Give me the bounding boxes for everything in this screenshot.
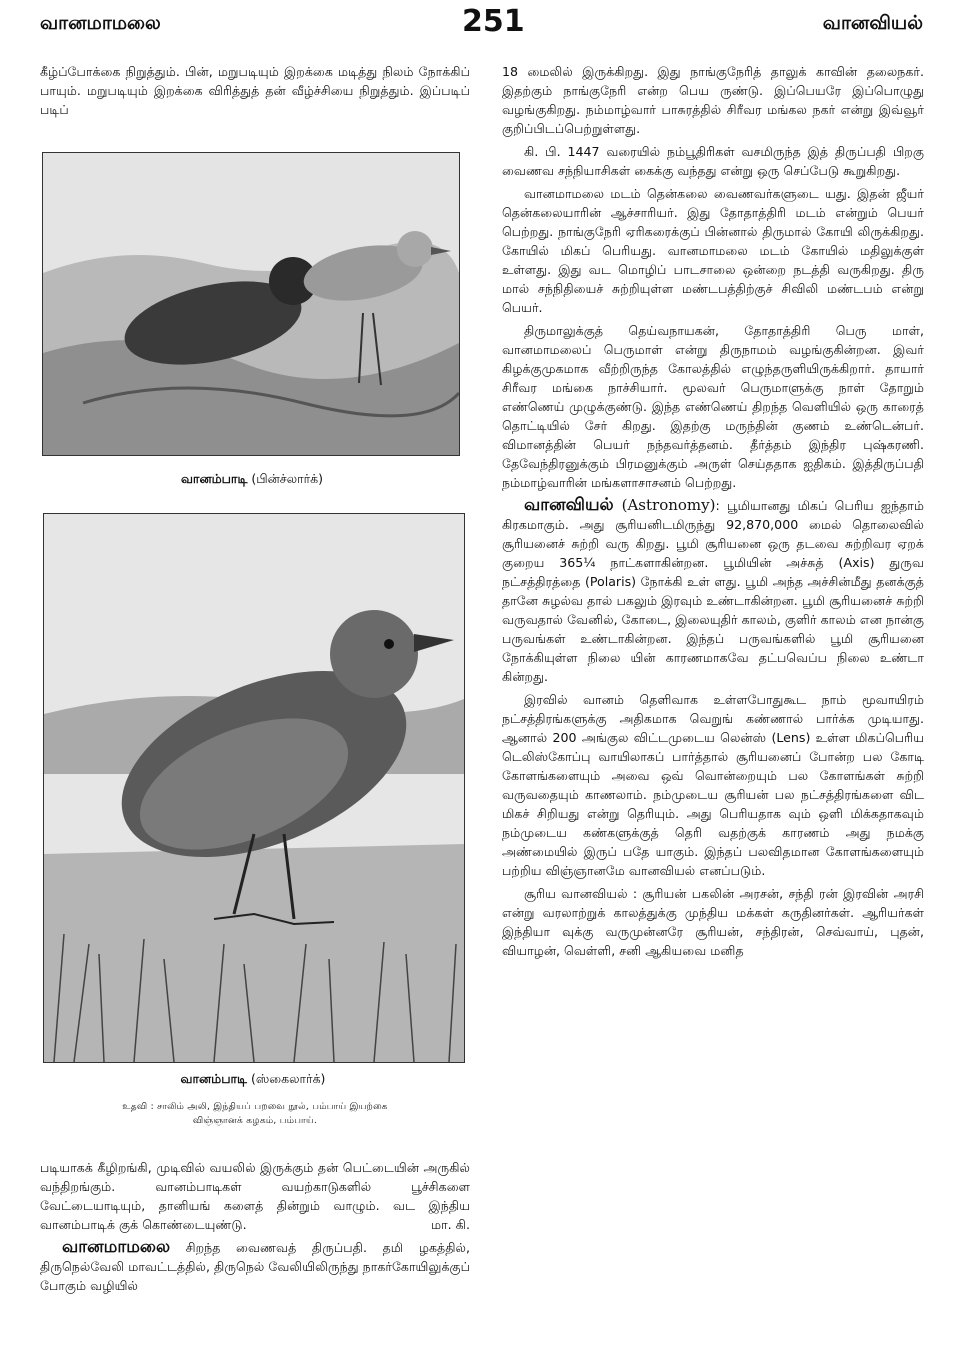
paragraph: சூரிய வானவியல் : சூரியன் பகலின் அரசன், சந்தி ரன் இரவின் அரசி என்று வரலாற்றுக் காலத்துக்கு முந்திய மக்கள் கருதினர்கள். ஆரியர்கள் இந்தியா வுக்கு வருமுன்னரே சூரியன், சந்திரன், செவ்வாய், புதன், வியாழன், வெள்ளி, சனி ஆகியவை மனித — [502, 886, 924, 958]
left-column-bottom — [40, 1158, 470, 1353]
credit-line-1: உதவி : சாலிம் அலி, இந்தியப் பறவை நூல், பம்பாய் இயற்கை — [122, 1102, 388, 1112]
paragraph: வானமாமலை மடம் தென்கலை வைணவர்களுடை யது. இதன் ஜீயர் தென்கலையாரின் ஆச்சாரியர். இது தோதாத்திரி மடம் என்றும் பெயர் பெற்றது. நாங்குநேரி ஏரிகரைக்குப் பின்னால் திருமால் கோயி லிருக்கிறது. கோயில் மிகப் பெரியது. வானமாமலை மடம் கோயில் மதிலுக்குள் உள்ளது. இது வட மொழிப் பாடசாலை ஒன்றை நடத்தி வருகிறது. திரு மால் சந்நிதியைச் சுற்றியுள்ள மண்டபத்திற்குச் சிவிலி மண்டபம் என்று பெயர். — [502, 186, 924, 315]
skylark-illustration — [43, 513, 465, 1063]
entry-vanamamalai — [40, 1238, 470, 1295]
paragraph: கீழ்ப்போக்கை நிறுத்தும். பின், மறுபடியும் இறக்கை மடித்து நிலம் நோக்கிப் பாயும். மறுபடியும் இறக்கை விரித்துத் தன் வீழ்ச்சியை நிறுத்தும். இப்படிப் படிப் — [40, 64, 470, 117]
entry-headword: வானவியல் — [524, 495, 614, 515]
entry-astronomy — [502, 496, 924, 686]
entry-latin-name: (Astronomy) — [613, 496, 716, 514]
right-column — [502, 62, 924, 1352]
paragraph-text: : பூமியானது மிகப் பெரிய ஐந்தாம் கிரகமாகும். அது சூரியனிடமிருந்து 92,870,000 மைல் தொலைவில் சூரியனைச் சுற்றி வரு கிறது. பூமி சூரியனை ஒரு தடவை சுற்றிவர ஏறக் குறைய 365¼ நாட்களாகின்றன. பூமியின் அச்சுத் (Axis) துருவ நட்சத்திரத்தை (Polaris) நோக்கி உள் ளது. பூமி அந்த அச்சின்மீது தனக்குத் தானே சுழல்வ தால் பகலும் இரவும் உண்டாகின்றன. பூமி சூரியனைச் சுற்றி வருவதால் வேனில், கோடை, இலையுதிர் காலம், குளிர் காலம் என நான்கு பருவங்கள் உண்டாகின்றன. இந்தப் பருவங்களில் பூமி சூரியனை நோக்கியுள்ள நிலை யின் காரணமாகவே தட்பவெப்ப நிலை உண்டா கின்றது. — [502, 498, 924, 684]
page-header — [0, 0, 961, 48]
running-head-right: வானவியல் — [822, 12, 923, 34]
paragraph-text: படியாகக் கீழிறங்கி, முடிவில் வயலில் இருக்கும் தன் பெட்டையின் அருகில் வந்திறங்கும். வானம்பாடிகள் வயற்காடுகளில் பூச்சிகளை வேட்டையாடியும், தானியங் களைத் தின்றும் வாழும். வட இந்திய வானம்பாடிக் குக் கொண்டையுண்டு. — [40, 1160, 470, 1232]
image-credit — [40, 1100, 470, 1128]
paragraph: 18 மைலில் இருக்கிறது. இது நாங்குநேரித் தாலுக் காவின் தலைநகர். இதற்கும் நாங்குநேரி என்ற பெய ருண்டு. இப்பெயரே இப்பொழுது வழங்குகிறது. நம்மாழ்வார் பாசுரத்தில் சிரீவர மங்கல நகர் என்று இவ்வூர் குறிப்பிடப்பெற்றுள்ளது. — [502, 64, 924, 136]
figure1-caption — [42, 471, 462, 488]
figure2-caption — [43, 1071, 463, 1088]
caption-variety: (பின்ச்லார்க்) — [251, 471, 324, 486]
caption-name: வானம்பாடி — [180, 471, 248, 486]
paragraph: கி. பி. 1447 வரையில் நம்பூதிரிகள் வசமிருந்த இத் திருப்பதி பிறகு வைணவ சந்நியாசிகள் கைக்கு வந்தது என்று ஒரு செப்பேடு கூறுகிறது. — [502, 144, 924, 178]
caption-name: வானம்பாடி — [180, 1071, 248, 1086]
author-signature: மா. கி. — [430, 1217, 470, 1232]
finchlark-illustration — [42, 152, 460, 456]
paragraph-text: சிறந்த வைணவத் திருப்பதி. தமி ழகத்தில், திருநெல்வேலி மாவட்டத்தில், திருநெல் வேலியிலிருந்து நாகர்கோயிலுக்குப் போகும் வழியில் — [40, 1240, 470, 1293]
entry-headword: வானமாமலை — [62, 1237, 171, 1257]
left-column-top — [40, 62, 470, 123]
paragraph: திருமாலுக்குத் தெய்வநாயகன், தோதாத்திரி பெரு மாள், வானமாமலைப் பெருமாள் என்று திருநாமம் வழங்குகின்றன. இவர் கிழக்குமுகமாக வீற்றிருந்த கோலத்தில் எழுந்தருளியிருக்கிறார். தாயார் சிரீவர மங்கை நாச்சியார். மூலவர் பெருமாளுக்கு நாள் தோறும் எண்ணெய் முழுக்குண்டு. இந்த எண்ணெய் திறந்த வெளியில் ஒரு காரைத் தொட்டியில் சேர் கிறது. இதற்கு மருந்தின் குணம் உண்டென்பர். விமானத்தின் பெயர் நந்தவர்த்தனம். தீர்த்தம் இந்திர புஷ்கரணி. தேவேந்திரனுக்கும் பிரமனுக்கும் அருள் செய்ததாக ஐதிகம். இத்திருப்பதி நம்மாழ்வாரின் மங்களாசாசனம் பெற்றது. — [502, 323, 924, 490]
credit-line-2: விஞ்ஞானக் கழகம், பம்பாய். — [192, 1116, 318, 1126]
paragraph: இரவில் வானம் தெளிவாக உள்ளபோதுகூட நாம் மூவாயிரம் நட்சத்திரங்களுக்கு அதிகமாக வெறுங் கண்ணால் பார்க்க முடியாது. ஆனால் 200 அங்குல விட்டமுடைய லென்ஸ் (Lens) உள்ள மிகப்பெரிய டெலிஸ்கோப்பு வாயிலாகப் பார்த்தால் சூரியனைப் போன்ற பல கோடி கோளங்களையும் அவை ஒவ் வொன்றையும் பல கோளங்கள் சுற்றி வருவதையும் காணலாம். நம்முடைய சூரியன் பல நட்சத்திரங்களை விட மிகச் சிறியது என்று தெரியும். அது பெரியதாக வும் ஒளி மிக்கதாகவும் நம்முடைய கண்களுக்குத் தெரி வதற்குக் காரணம் அது நமக்கு அண்மையில் இருப் பதே யாகும். இந்தப் பலவிதமான கோளங்களையும் பற்றிய விஞ்ஞானமே வானவியல் எனப்படும். — [502, 692, 924, 878]
page-number: 251 — [462, 4, 525, 39]
paragraph — [40, 1158, 470, 1234]
running-head-left: வானமாமலை — [40, 12, 161, 34]
caption-variety: (ஸ்கைலார்க்) — [251, 1071, 326, 1086]
